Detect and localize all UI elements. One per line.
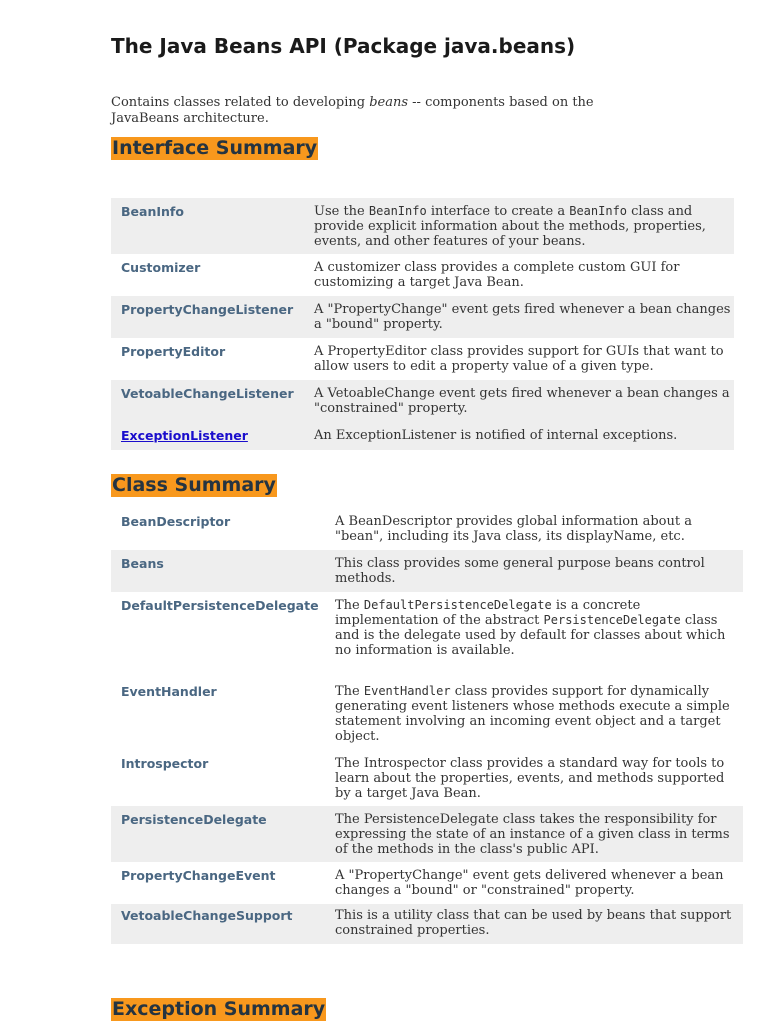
type-description	[314, 338, 734, 380]
code-reference: EventHandler	[363, 684, 451, 698]
description-text: This is a utility class that can be used by beans that support constrained properties.	[335, 908, 732, 938]
table-row	[111, 678, 743, 750]
type-description	[335, 508, 743, 550]
type-description	[314, 254, 734, 296]
type-description	[314, 380, 734, 422]
type-name-cell	[111, 338, 314, 380]
type-description	[335, 678, 743, 750]
description-text: A BeanDescriptor provides global information about a "bean", including its Java class, its displayName, etc.	[335, 514, 692, 544]
type-link-introspector[interactable]: Introspector	[121, 756, 209, 771]
table-row	[111, 338, 734, 380]
type-link-customizer[interactable]: Customizer	[121, 260, 201, 275]
intro-emphasis: beans	[369, 95, 409, 110]
page-title: The Java Beans API (Package java.beans)	[111, 34, 576, 58]
intro-text-start: Contains classes related to developing	[111, 95, 370, 110]
table-row	[111, 806, 743, 862]
type-name-cell	[111, 422, 314, 450]
description-text: A customizer class provides a complete custom GUI for customizing a target Java Bean.	[314, 260, 680, 290]
table-row	[111, 296, 734, 338]
description-text: class and provide explicit information about the methods, properties, events, and other features of your beans.	[314, 204, 706, 249]
package-intro	[111, 95, 631, 127]
table-row	[111, 254, 734, 296]
table-row	[111, 550, 743, 592]
code-reference: BeanInfo	[569, 204, 628, 218]
table-row	[111, 904, 743, 944]
type-link-property-change-listener[interactable]: PropertyChangeListener	[121, 302, 294, 317]
type-link-property-editor[interactable]: PropertyEditor	[121, 344, 226, 359]
type-name-cell	[111, 806, 335, 862]
type-name-cell	[111, 862, 335, 904]
description-text: The	[335, 598, 364, 613]
type-name-cell	[111, 508, 335, 550]
type-link-default-persistence-delegate[interactable]: DefaultPersistenceDelegate	[121, 598, 319, 613]
interface-summary-table	[111, 198, 734, 450]
class-summary-table	[111, 508, 743, 944]
type-description	[314, 198, 734, 254]
type-description	[335, 862, 743, 904]
interface-summary-heading: Interface Summary	[112, 137, 318, 159]
table-row	[111, 750, 743, 806]
table-row	[111, 198, 734, 254]
description-text: Use the	[314, 204, 369, 219]
table-row	[111, 508, 743, 550]
type-link-vetoable-change-listener[interactable]: VetoableChangeListener	[121, 386, 294, 401]
table-row	[111, 592, 743, 678]
table-row	[111, 422, 734, 450]
description-text: A VetoableChange event gets fired whenever a bean changes a "constrained" property.	[314, 386, 730, 416]
type-name-cell	[111, 592, 335, 678]
type-name-cell	[111, 380, 314, 422]
intro-text-end: -- components based on the JavaBeans architecture.	[111, 95, 594, 126]
type-link-property-change-event[interactable]: PropertyChangeEvent	[121, 868, 276, 883]
type-link-bean-descriptor[interactable]: BeanDescriptor	[121, 514, 231, 529]
type-name-cell	[111, 198, 314, 254]
class-summary-heading: Class Summary	[112, 474, 276, 496]
type-description	[314, 422, 734, 450]
description-text: The	[335, 684, 364, 699]
type-link-event-handler[interactable]: EventHandler	[121, 684, 217, 699]
type-description	[335, 550, 743, 592]
type-description	[335, 904, 743, 944]
type-description	[335, 750, 743, 806]
type-link-beans[interactable]: Beans	[121, 556, 164, 571]
type-link-exception-listener[interactable]: ExceptionListener	[121, 428, 248, 443]
type-name-cell	[111, 296, 314, 338]
type-description	[335, 806, 743, 862]
type-name-cell	[111, 254, 314, 296]
exception-summary-heading: Exception Summary	[112, 998, 326, 1020]
table-row	[111, 380, 734, 422]
table-row	[111, 862, 743, 904]
type-description	[314, 296, 734, 338]
code-reference: PersistenceDelegate	[543, 613, 681, 627]
description-text: An ExceptionListener is notified of internal exceptions.	[314, 428, 678, 443]
description-text: A PropertyEditor class provides support for GUIs that want to allow users to edit a property value of a given type.	[314, 344, 724, 374]
description-text: A "PropertyChange" event gets fired whenever a bean changes a "bound" property.	[314, 302, 731, 332]
type-name-cell	[111, 750, 335, 806]
type-description	[335, 592, 743, 678]
description-text: is a concrete implementation of the abstract	[335, 598, 641, 628]
description-text: interface to create a	[426, 204, 570, 219]
description-text: A "PropertyChange" event gets delivered whenever a bean changes a "bound" or "constrained" property.	[335, 868, 724, 898]
type-name-cell	[111, 550, 335, 592]
code-reference: DefaultPersistenceDelegate	[363, 598, 552, 612]
description-text: class provides support for dynamically generating event listeners whose methods execute a simple statement involving an incoming event object and a target object.	[335, 684, 730, 744]
type-name-cell	[111, 678, 335, 750]
type-link-bean-info[interactable]: BeanInfo	[121, 204, 184, 219]
type-name-cell	[111, 904, 335, 944]
type-link-persistence-delegate[interactable]: PersistenceDelegate	[121, 812, 267, 827]
description-text: The PersistenceDelegate class takes the responsibility for expressing the state of an instance of a given class in terms of the methods in the class's public API.	[335, 812, 730, 857]
code-reference: BeanInfo	[368, 204, 427, 218]
description-text: The Introspector class provides a standard way for tools to learn about the properties, events, and methods supported by a target Java Bean.	[335, 756, 725, 801]
description-text: class and is the delegate used by default for classes about which no information is available.	[335, 613, 726, 658]
type-link-vetoable-change-support[interactable]: VetoableChangeSupport	[121, 908, 293, 923]
description-text: This class provides some general purpose beans control methods.	[335, 556, 705, 586]
